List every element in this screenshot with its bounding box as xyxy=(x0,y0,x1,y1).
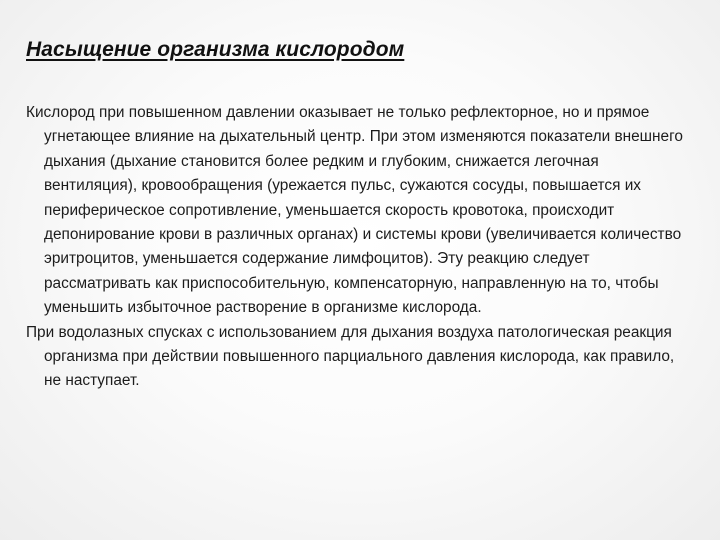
paragraph-diving-air: При водолазных спусках с использованием для дыхания воздуха патологическая реакция организма при действии повышенного парциального давления кислорода, как правило, не наступает. xyxy=(26,323,675,390)
slide-body xyxy=(26,101,694,394)
slide-title: Насыщение организма кислородом xyxy=(26,38,405,61)
paragraph-oxygen-effects: Кислород при повышенном давлении оказывает не только рефлекторное, но и прямое угнетающее влияние на дыхательный центр. При этом изменяются показатели внешнего дыхания (дыхание становится более редким и глубоким, снижается легочная вентиляция), кровообращения (урежается пульс, сужаются сосуды, повышается их периферическое сопротивление, уменьшается скорость кровотока, происходит депонирование крови в различных органах) и системы крови (увеличивается количество эритроцитов, уменьшается содержание лимфоцитов). Эту реакцию следует рассматривать как приспособительную, компенсаторную, направленную на то, чтобы уменьшить избыточное растворение в организме кислорода. xyxy=(26,104,683,317)
